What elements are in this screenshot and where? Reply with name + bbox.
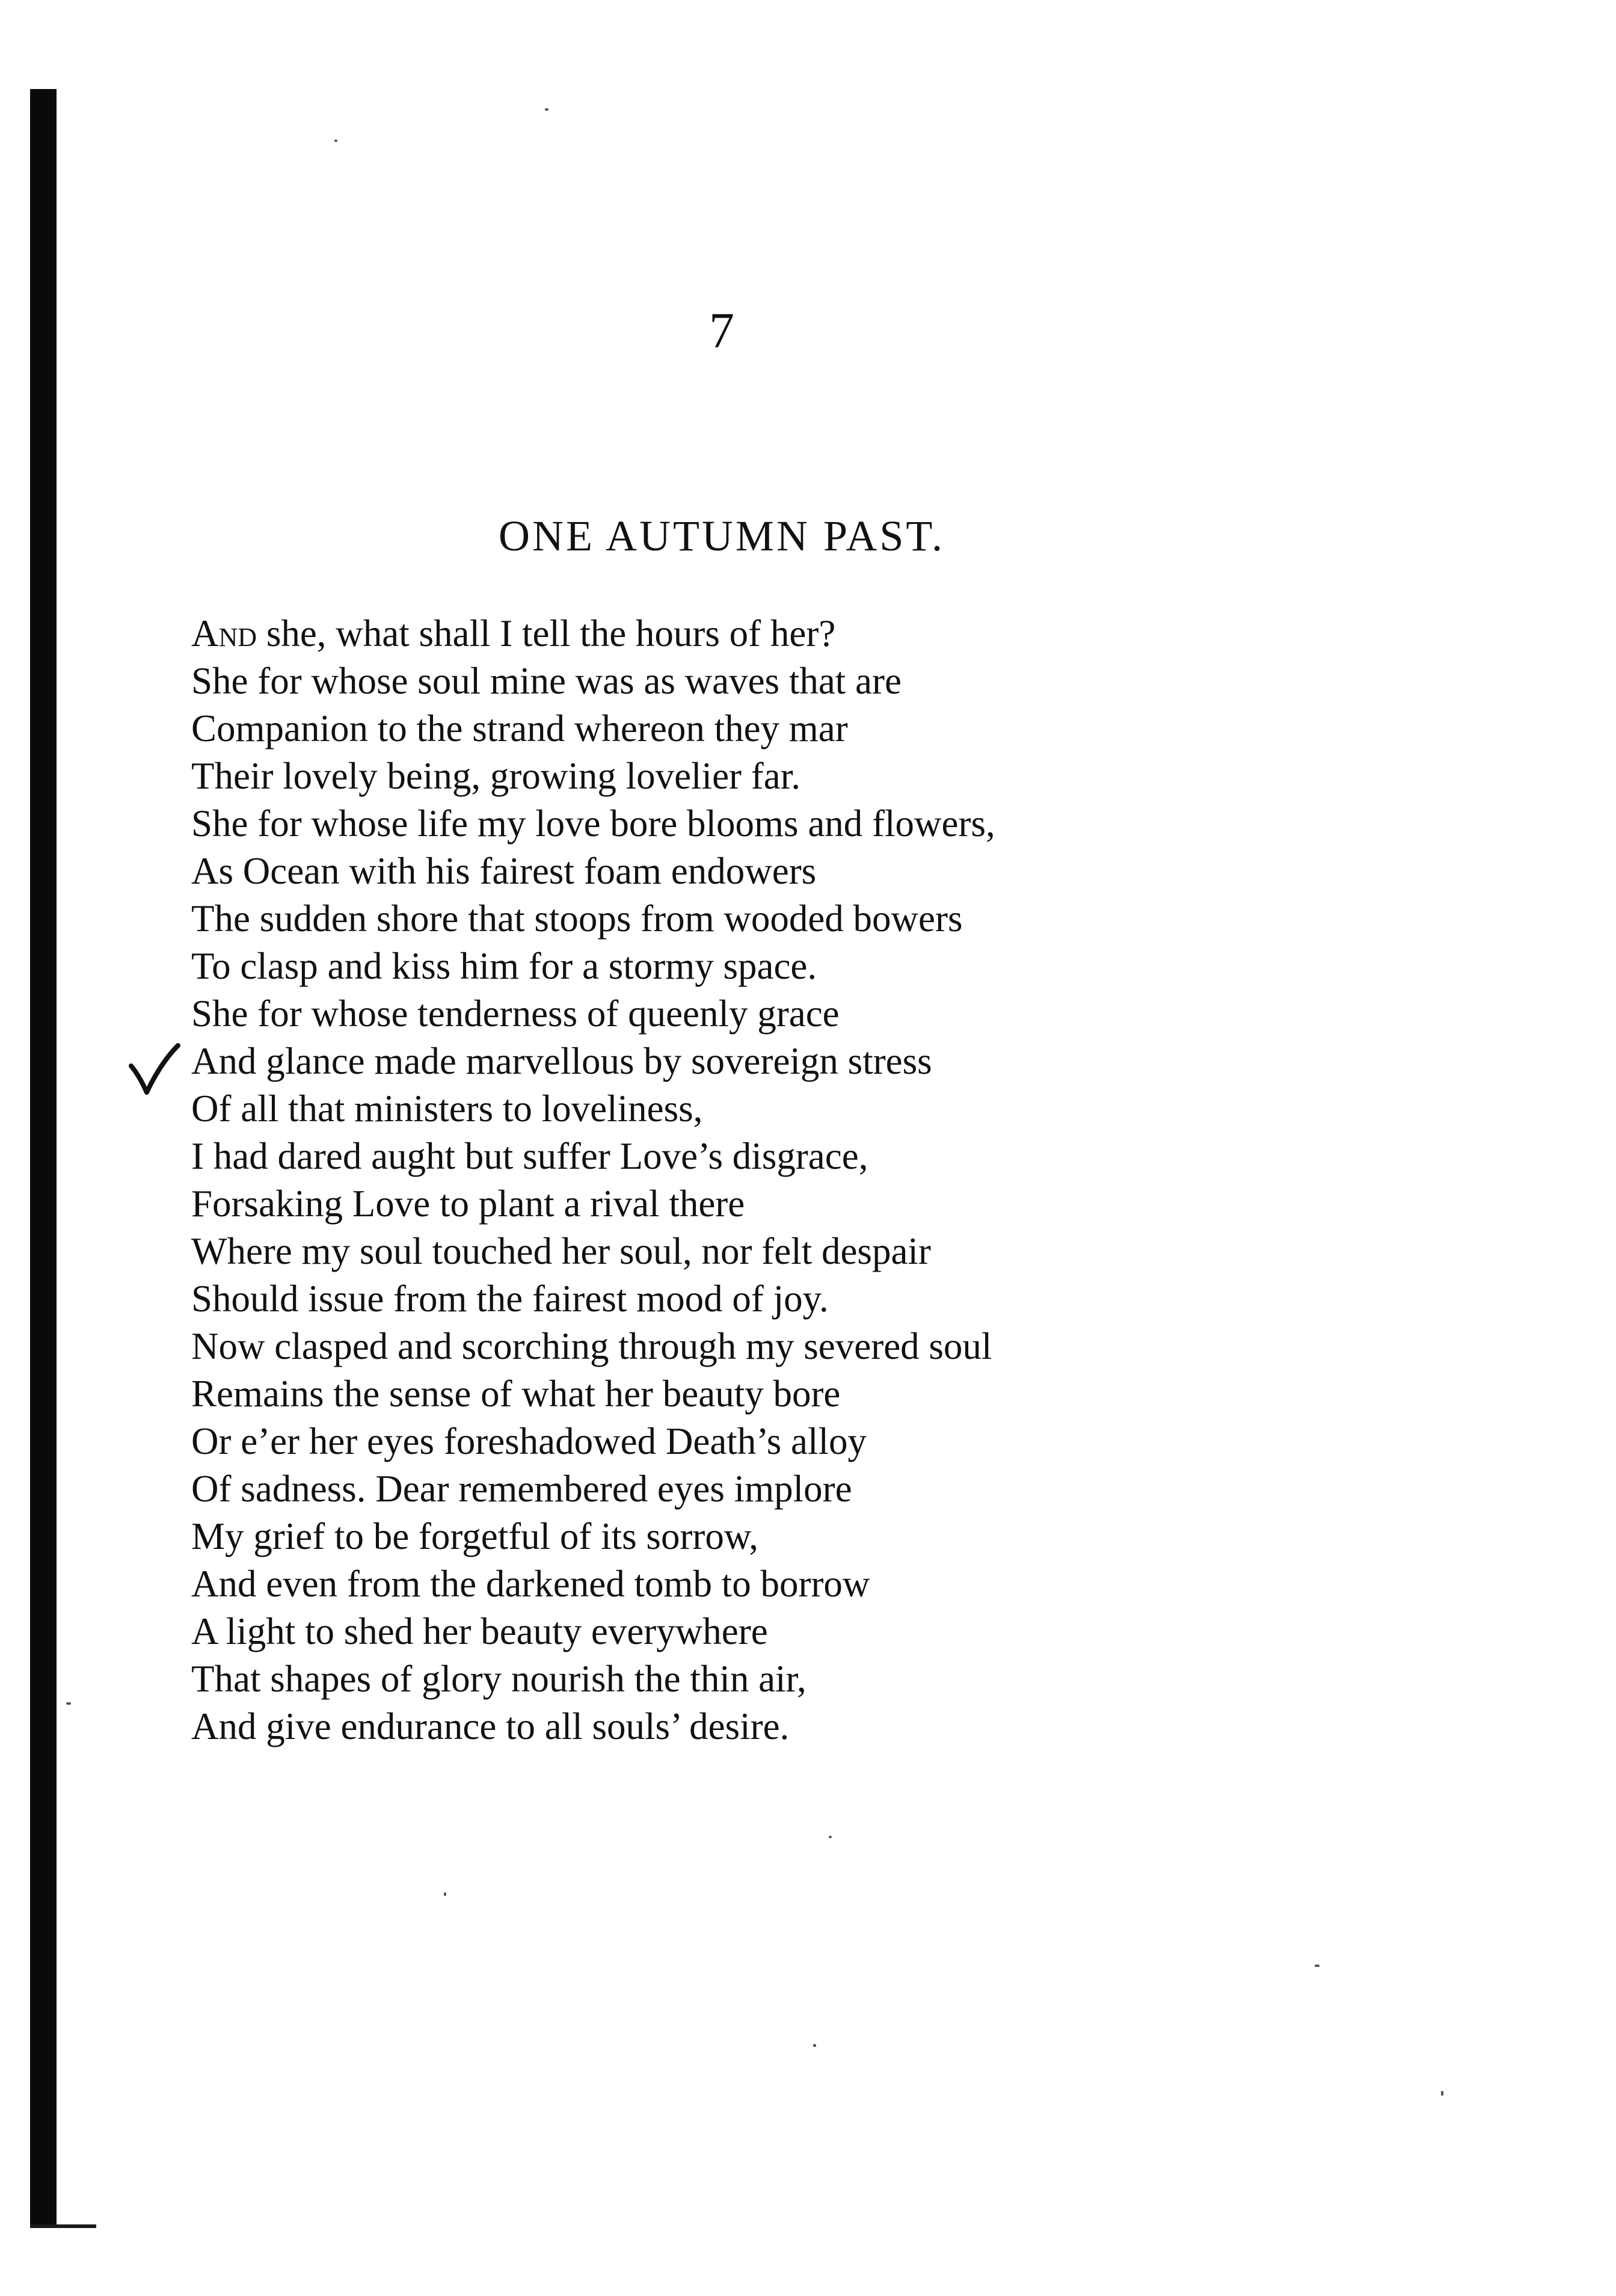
poem-line: She for whose soul mine was as waves that are: [191, 660, 902, 702]
poem-line: I had dared aught but suffer Love’s disgrace,: [191, 1135, 868, 1177]
poem-line: A light to shed her beauty everywhere: [191, 1610, 768, 1652]
scan-speck: [334, 140, 337, 142]
poem-line: As Ocean with his fairest foam endowers: [191, 850, 817, 892]
poem-line: To clasp and kiss him for a stormy space.: [191, 945, 817, 987]
poem-line: That shapes of glory nourish the thin air,: [191, 1658, 806, 1700]
poem-line: And give endurance to all souls’ desire.: [191, 1705, 790, 1747]
scan-speck: [1315, 1965, 1320, 1967]
poem-line: Forsaking Love to plant a rival there: [191, 1183, 745, 1225]
poem-line: Of sadness. Dear remembered eyes implore: [191, 1468, 852, 1510]
scan-speck: [444, 1892, 446, 1896]
binding-edge: [30, 89, 57, 2226]
poem-line: Should issue from the fairest mood of joy.: [191, 1278, 829, 1320]
poem-first-word: And: [191, 612, 257, 654]
page-number: 7: [709, 303, 734, 359]
poem-line: Companion to the strand whereon they mar: [191, 707, 848, 749]
poem-line: Their lovely being, growing lovelier far.: [191, 755, 800, 797]
poem-line: And even from the darkened tomb to borrow: [191, 1563, 870, 1605]
poem-body: [191, 610, 1334, 1750]
poem-line: And glance made marvellous by sovereign stress: [191, 1040, 932, 1082]
poem-line: Or e’er her eyes foreshadowed Death’s alloy: [191, 1420, 867, 1462]
poem-line: The sudden shore that stoops from wooded bowers: [191, 897, 963, 940]
poem-line: Remains the sense of what her beauty bore: [191, 1373, 841, 1415]
poem-line: Now clasped and scorching through my severed soul: [191, 1325, 992, 1367]
poem-title: ONE AUTUMN PAST.: [498, 512, 945, 560]
scan-speck: [66, 1702, 71, 1705]
poem-line: My grief to be forgetful of its sorrow,: [191, 1515, 759, 1557]
check-mark-icon: [127, 1042, 182, 1096]
poem-line: She for whose life my love bore blooms and flowers,: [191, 802, 995, 845]
scan-speck: [813, 2044, 816, 2047]
poem-first-line-rest: she, what shall I tell the hours of her?: [257, 612, 836, 654]
poem-line: Where my soul touched her soul, nor felt despair: [191, 1230, 931, 1272]
scan-speck: [829, 1836, 832, 1838]
poem-line: [191, 610, 1334, 657]
binding-edge-foot: [30, 2224, 96, 2228]
scan-speck: [545, 108, 548, 111]
scan-speck: [1441, 2091, 1443, 2096]
poem-line: Of all that ministers to loveliness,: [191, 1088, 703, 1130]
poem-line: She for whose tenderness of queenly grace: [191, 993, 840, 1035]
